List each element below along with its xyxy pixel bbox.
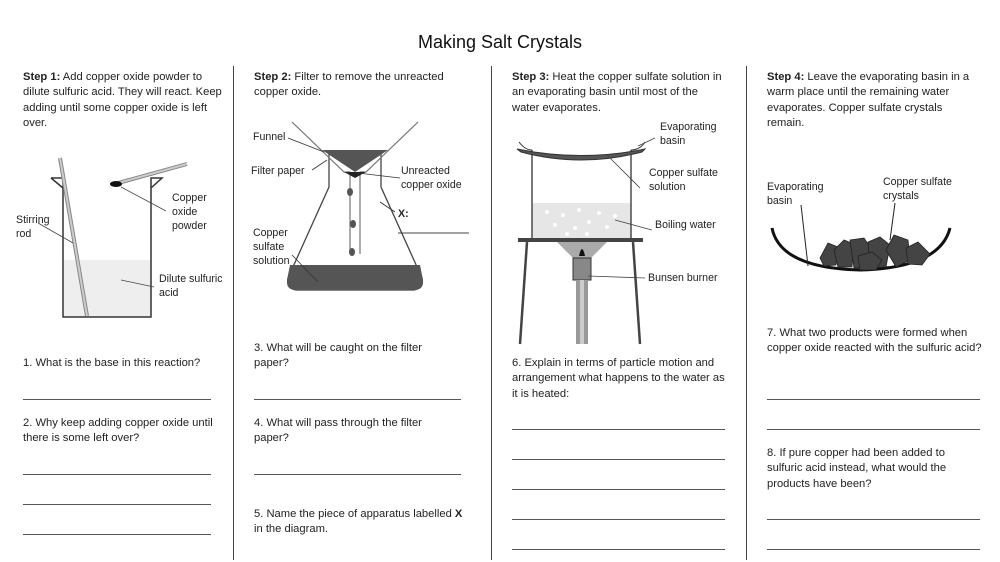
question-3: 3. What will be caught on the filter paper?	[254, 342, 422, 370]
question-7: 7. What two products were formed when copper oxide reacted with the sulfuric acid?	[767, 327, 982, 355]
answer-line[interactable]	[23, 534, 211, 535]
answer-line[interactable]	[512, 429, 725, 430]
evaporation-diagram	[495, 130, 745, 360]
label-bunsen-burner: Bunsen burner	[648, 272, 718, 284]
question-5: 5. Name the piece of apparatus labelled X in the diagram.	[254, 508, 463, 536]
step-label: Step 1:	[23, 71, 61, 83]
label-dilute-acid: Dilute sulfuric acid	[159, 273, 223, 299]
column-divider	[746, 66, 747, 560]
step-label: Step 4:	[767, 71, 805, 83]
question-2: 2. Why keep adding copper oxide until there is some left over?	[23, 417, 213, 445]
step-2-instruction: Step 2: Filter to remove the unreacted copper oxide.	[254, 71, 444, 99]
answer-line[interactable]	[512, 459, 725, 460]
label-filter-paper: Filter paper	[251, 165, 305, 177]
answer-line[interactable]	[767, 549, 980, 550]
step-label: Step 3:	[512, 71, 550, 83]
step-4-instruction: Step 4: Leave the evaporating basin in a warm place until the remaining water evaporates. Copper sulfate crystals remain.	[767, 71, 970, 130]
label-funnel: Funnel	[253, 131, 286, 143]
label-copper-sulfate-crystals: Copper sulfate crystals	[883, 176, 952, 202]
beaker-diagram	[0, 150, 240, 350]
step-1-instruction: Step 1: Add copper oxide powder to dilute sulfuric acid. They will react. Keep adding until some copper oxide is left over.	[23, 71, 222, 130]
answer-line[interactable]	[23, 474, 211, 475]
label-copper-sulfate-solution: Copper sulfate solution	[649, 167, 718, 193]
answer-line[interactable]	[23, 399, 211, 400]
label-unreacted-copper-oxide: Unreacted copper oxide	[401, 165, 462, 191]
label-evaporating-basin: Evaporating basin	[767, 181, 824, 207]
question-6: 6. Explain in terms of particle motion and arrangement what happens to the water as it is heated:	[512, 357, 725, 400]
step-3-instruction: Step 3: Heat the copper sulfate solution in an evaporating basin until most of the water evaporates.	[512, 71, 722, 114]
answer-line[interactable]	[767, 519, 980, 520]
page-title: Making Salt Crystals	[417, 32, 583, 52]
answer-line[interactable]	[23, 504, 211, 505]
column-divider	[491, 66, 492, 560]
label-x: X:	[398, 208, 409, 220]
answer-line[interactable]	[512, 549, 725, 550]
answer-line[interactable]	[254, 474, 461, 475]
question-4: 4. What will pass through the filter paper?	[254, 417, 422, 445]
filtration-diagram	[240, 120, 490, 320]
question-1: 1. What is the base in this reaction?	[23, 357, 201, 369]
answer-line[interactable]	[254, 399, 461, 400]
answer-line[interactable]	[512, 519, 725, 520]
label-boiling-water: Boiling water	[655, 219, 716, 231]
label-copper-oxide-powder: Copper oxide powder	[172, 192, 207, 232]
answer-line[interactable]	[512, 489, 725, 490]
label-copper-sulfate-solution: Copper sulfate solution	[253, 227, 290, 267]
question-8: 8. If pure copper had been added to sulfuric acid instead, what would the products have been?	[767, 447, 947, 490]
label-evaporating-basin: Evaporating basin	[660, 121, 717, 147]
answer-line[interactable]	[767, 399, 980, 400]
label-stirring-rod: Stirring rod	[16, 214, 50, 240]
answer-line[interactable]	[767, 429, 980, 430]
step-label: Step 2:	[254, 71, 292, 83]
